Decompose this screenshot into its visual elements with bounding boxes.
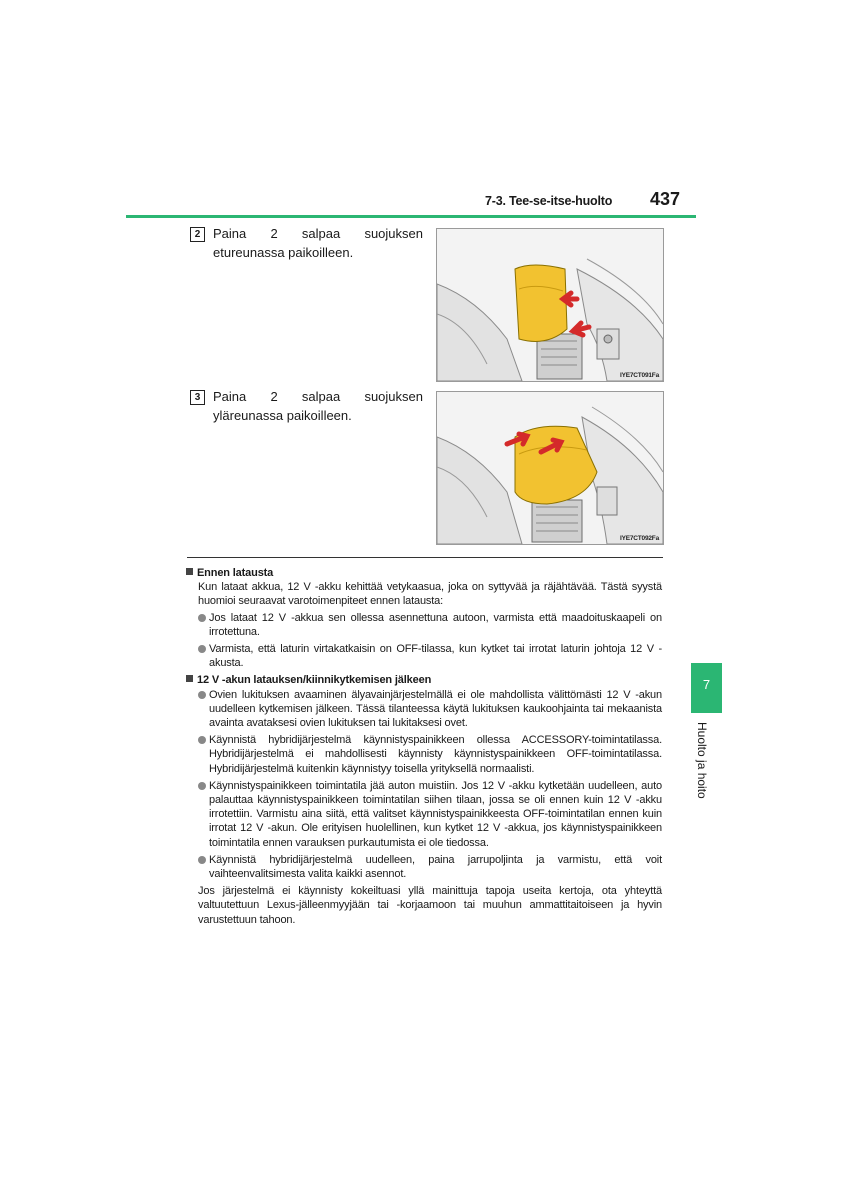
- paragraph: Kun lataat akkua, 12 V -akku kehittää vetykaasua, joka on syttyvää ja räjähtävää. Tästä syystä huomioi seuraavat varotoimenpiteet ennen latausta:: [198, 581, 662, 608]
- chapter-tab: 7: [691, 663, 722, 713]
- list-item: [198, 779, 662, 850]
- square-bullet-icon: [186, 675, 193, 682]
- step-number-2: 2: [190, 227, 205, 242]
- notes-block: [186, 566, 662, 929]
- bullet-icon: [198, 856, 206, 864]
- list-item: [198, 733, 662, 776]
- heading-text: 12 V -akun latauksen/kiinnikytkemisen jälkeen: [197, 674, 432, 687]
- square-bullet-icon: [186, 568, 193, 575]
- list-item: [198, 642, 662, 670]
- section-title: 7-3. Tee-se-itse-huolto: [485, 194, 613, 208]
- closing-paragraph: Jos järjestelmä ei käynnisty kokeiltuasi yllä mainittuja tapoja useita kertoja, ota yhteyttä valtuutettuun Lexus-jälleenmyyjään tai -korjaamoon tai muuhun ammattitaitoiseen ja hyvin varustettuun tahoon.: [198, 885, 662, 926]
- figure-step-2: [436, 228, 664, 382]
- bullet-icon: [198, 691, 206, 699]
- cover-illustration-front: [437, 229, 663, 381]
- list-item: [198, 853, 662, 881]
- list-item-text: Käynnistä hybridijärjestelmä käynnistyspainikkeen ollessa ACCESSORY-toimintatilassa. Hybridijärjestelmä ei mahdollisesti käynnisty käynnistyspainikkeen OFF-toimintatilassa. Hybridijärjestelmä kuitenkin käynnistyy toisella yrityksellä normaalisti.: [209, 734, 662, 775]
- figure-step-3: [436, 391, 664, 545]
- step-2-text: Paina 2 salpaa suojuksen etureunassa paikoilleen.: [213, 226, 423, 260]
- section-heading-charging: [186, 566, 662, 580]
- step-number-3: 3: [190, 390, 205, 405]
- figure-code: IYE7CT092Fa: [620, 535, 659, 542]
- bullet-icon: [198, 645, 206, 653]
- list-item-text: Ovien lukituksen avaaminen älyavainjärjestelmällä ei ole mahdollista välittömästi 12 V -akun uudelleen kytkemisen jälkeen. Tässä tilanteessa käytä lukituksen kaukoohjainta tai mekaanista avainta avataksesi ovien lukituksen tai lukitaksesi ovet.: [209, 688, 662, 730]
- list-item: [198, 688, 662, 731]
- bullet-icon: [198, 736, 206, 744]
- section-heading-after-charging: [186, 673, 662, 687]
- list-item-text: Käynnistyspainikkeen toimintatila jää auton muistiin. Jos 12 V -akku kytketään uudelleen, auto palauttaa käynnistyspainikkeen toimintatilan siihen tilaan, jossa se oli ennen kuin 12 V -akku irrotettiin. Varmistu aina siitä, että valitset käynnistyspainikkeesta OFF-toimintatilan ennen kuin irrotat 12 V -akun. Ole erityisen huolellinen, kun kytket 12 V -akkua, jos käynnistyspainikkeen toimintatila ennen varauksen purkautumista ei ole tiedossa.: [209, 779, 662, 849]
- list-item-text: Käynnistä hybridijärjestelmä uudelleen, paina jarrupoljinta ja varmistu, että voit vaihteenvalitsimesta valita kaikki asennot.: [209, 853, 662, 881]
- bullet-icon: [198, 614, 206, 622]
- chapter-label: Huolto ja hoito: [695, 722, 709, 799]
- section-divider: [187, 557, 663, 558]
- header-rule: [126, 215, 696, 218]
- step-3-text: Paina 2 salpaa suojuksen yläreunassa paikoilleen.: [213, 389, 423, 423]
- list-item: [198, 611, 662, 639]
- figure-code: IYE7CT091Fa: [620, 372, 659, 379]
- heading-text: Ennen latausta: [197, 567, 274, 579]
- cover-illustration-top: [437, 392, 663, 544]
- page-number: 437: [650, 189, 681, 209]
- list-item-text: Jos lataat 12 V -akkua sen ollessa asennettuna autoon, varmista että maadoituskaapeli on irrotettuna.: [209, 611, 662, 638]
- list-item-text: Varmista, että laturin virtakatkaisin on OFF-tilassa, kun kytket tai irrotat laturin johtoja 12 V -akusta.: [209, 643, 662, 670]
- bullet-icon: [198, 782, 206, 790]
